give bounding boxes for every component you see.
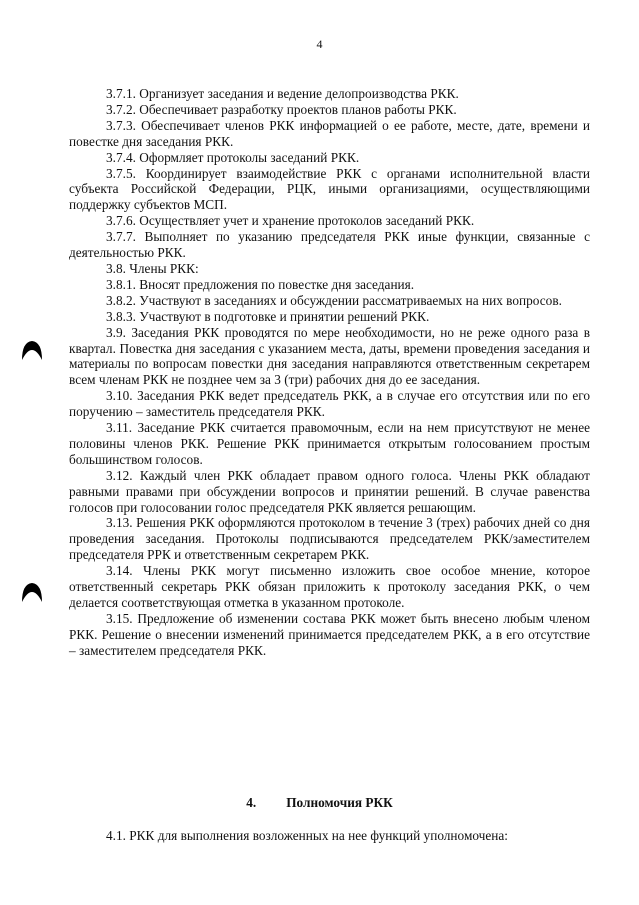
paragraph-3-7-7: 3.7.7. Выполняет по указанию председателя РКК иные функции, связанные с деятельностью РКК. — [69, 229, 590, 261]
paragraph-3-7-4: 3.7.4. Оформляет протоколы заседаний РКК. — [106, 149, 360, 165]
paragraph-3-7-6: 3.7.6. Осуществляет учет и хранение протоколов заседаний РКК. — [106, 213, 475, 229]
paragraph-3-8-1: 3.8.1. Вносят предложения по повестке дня заседания. — [106, 276, 415, 292]
paragraph-3-10: 3.10. Заседания РКК ведет председатель РКК, а в случае его отсутствия или по его поручению – заместитель председателя РКК. — [69, 388, 590, 420]
punch-hole-icon — [20, 338, 44, 362]
paragraph-3-7-3: 3.7.3. Обеспечивает членов РКК информацией о ее работе, месте, дате, времени и повестке дня заседания РКК. — [69, 117, 590, 149]
paragraph-3-13: 3.13. Решения РКК оформляются протоколом в течение 3 (трех) рабочих дней со дня проведения заседания. Протоколы подписываются председателем РКК/заместителем председателя РРК и ответственным секретарем РКК. — [69, 515, 590, 563]
paragraph-3-12: 3.12. Каждый член РКК обладает правом одного голоса. Члены РКК обладают равными правами при обсуждении вопросов и принятии решений. В случае равенства голосов при голосовании голос председателя РКК является решающим. — [69, 467, 590, 515]
paragraph-3-8: 3.8. Члены РКК: — [106, 260, 199, 276]
paragraph-3-8-2: 3.8.2. Участвуют в заседаниях и обсуждении рассматриваемых на них вопросов. — [106, 292, 562, 308]
paragraph-3-14: 3.14. Члены РКК могут письменно изложить свое особое мнение, которое ответственный секретарь РКК обязан приложить к протоколу заседания РКК, о чем делается соответствующая отметка в указанном протоколе. — [69, 563, 590, 610]
section-title: Полномочия РКК — [286, 795, 393, 810]
paragraph-3-7-5: 3.7.5. Координирует взаимодействие РКК с органами исполнительной власти субъекта Российской Федерации, РЦК, иными организациями, осуществляющими поддержку субъектов МСП. — [69, 165, 590, 213]
paragraph-3-11: 3.11. Заседание РКК считается правомочным, если на нем присутствуют не менее половины членов РКК. Решение РКК принимается открытым голосованием простым большинством голосов. — [69, 420, 590, 467]
paragraph-3-15: 3.15. Предложение об изменении состава РКК может быть внесено любым членом РКК. Решение о внесении изменений принимается председателем РКК, а в его отсутствие – заместителем председателя РКК. — [69, 610, 590, 658]
paragraph-3-8-3: 3.8.3. Участвуют в подготовке и принятии решений РКК. — [106, 308, 430, 324]
paragraph-3-7-1: 3.7.1. Организует заседания и ведение делопроизводства РКК. — [106, 86, 459, 101]
paragraph-4-1: 4.1. РКК для выполнения возложенных на нее функций уполномочена: — [106, 828, 508, 843]
paragraph-3-7-2: 3.7.2. Обеспечивает разработку проектов планов работы РКК. — [106, 101, 457, 117]
document-body — [69, 86, 590, 659]
page-number: 4 — [316, 37, 323, 51]
section-heading — [0, 795, 639, 811]
section-number: 4. — [246, 795, 257, 810]
paragraph-3-9: 3.9. Заседания РКК проводятся по мере необходимости, но не реже одного раза в квартал. Повестка дня заседания с указанием места, даты, времени проведения заседания и материалы по вопросам повестки дня заседания направляются ответственным секретарем всем членам РКК не позднее чем за 3 (три) рабочих дня до ее заседания. — [69, 324, 590, 388]
punch-hole-icon — [20, 580, 44, 604]
